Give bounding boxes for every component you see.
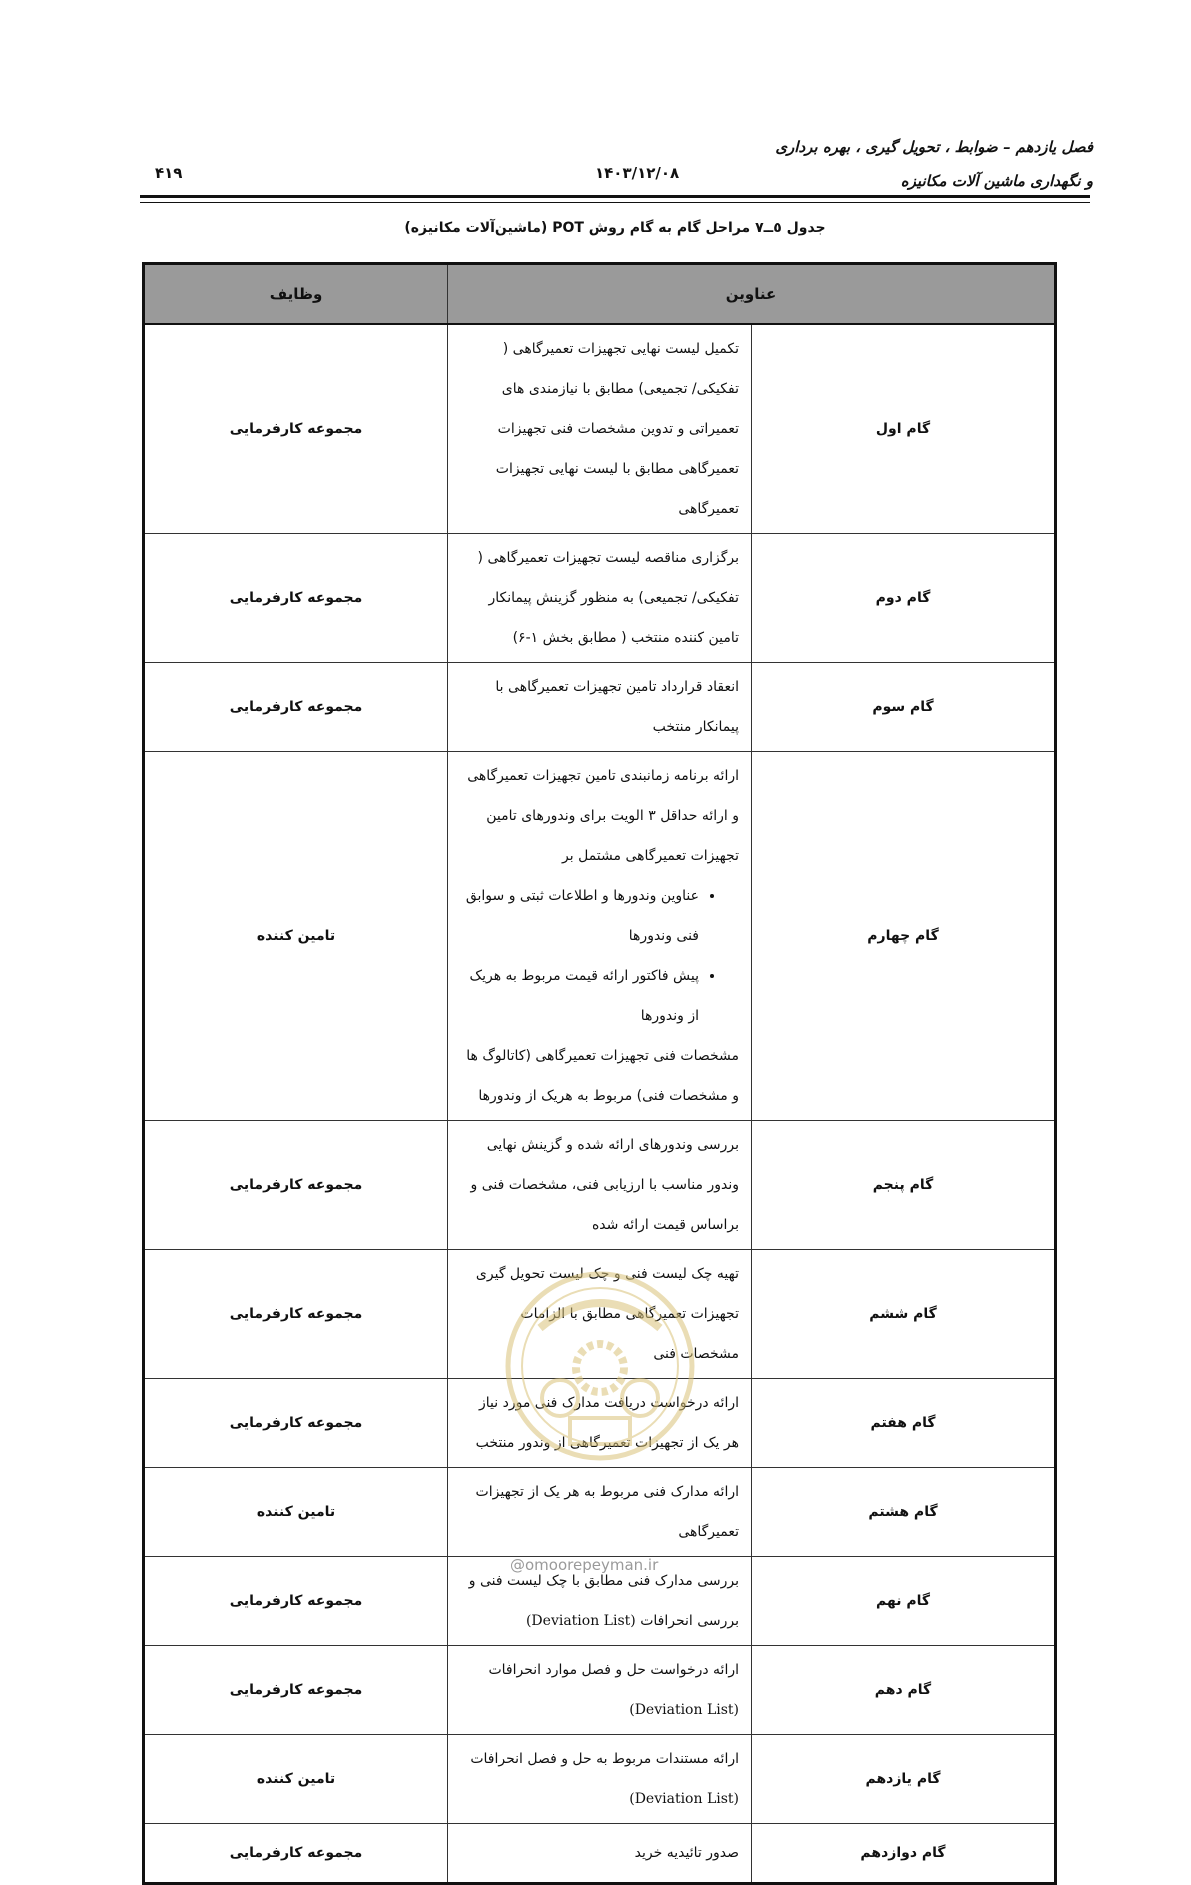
table-row [144,663,1056,752]
step-label: گام دهم [752,1646,1056,1735]
chapter-title-line1: فصل یازدهم – ضوابط ، تحویل گیری ، بهره برداری [775,138,1093,156]
responsible-party: مجموعه کارفرمایی [144,663,448,752]
step-label: گام ششم [752,1250,1056,1379]
table-row [144,534,1056,663]
chapter-title-line2: و نگهداری ماشین آلات مکانیزه [900,172,1093,190]
step-outro: مشخصات فنی تجهیزات تعمیرگاهی (کاتالوگ ها و مشخصات فنی) مربوط به هریک از وندورها [466,1048,739,1104]
step-label: گام چهارم [752,752,1056,1121]
step-description: ارائه مدارک فنی مربوط به هر یک از تجهیزات تعمیرگاهی [448,1468,752,1557]
responsible-party: مجموعه کارفرمایی [144,534,448,663]
watermark-seal-icon [500,1258,700,1488]
responsible-party: تامین کننده [144,1468,448,1557]
header-rule-thin [140,202,1090,203]
responsible-party: مجموعه کارفرمایی [144,1379,448,1468]
step-label: گام یازدهم [752,1735,1056,1824]
step-description: انعقاد قرارداد تامین تجهیزات تعمیرگاهی با پیمانکار منتخب [448,663,752,752]
step-label: گام پنجم [752,1121,1056,1250]
table-row [144,1735,1056,1824]
table-header-row [144,264,1056,325]
table-row [144,1646,1056,1735]
deviation-list-term: (Deviation List) [629,1702,739,1718]
table-row [144,752,1056,1121]
responsible-party: تامین کننده [144,752,448,1121]
step-intro: ارائه برنامه زمانبندی تامین تجهیزات تعمیرگاهی و ارائه حداقل ۳ الویت برای وندورهای تامین تجهیزات تعمیرگاهی مشتمل بر [467,768,739,864]
step-description: ارائه درخواست دریافت مدارک فنی مورد نیاز هر یک از تجهیزات تعمیرگاهی از وندور منتخب [448,1379,752,1468]
table-caption: جدول ٥ــ۷ مراحل گام به گام روش POT (ماشین‌آلات مکانیزه) [404,220,826,236]
responsible-party: تامین کننده [144,1735,448,1824]
deviation-list-term: (Deviation List) [525,1613,636,1629]
deviation-list-term: (Deviation List) [629,1791,739,1807]
step-label: گام نهم [752,1557,1056,1646]
pot-steps-table [142,262,1057,1885]
responsible-party: مجموعه کارفرمایی [144,1557,448,1646]
step-text: ارائه درخواست حل و فصل موارد انحرافات [488,1662,739,1678]
table-row [144,1121,1056,1250]
responsible-party: مجموعه کارفرمایی [144,1824,448,1884]
step-label: گام هشتم [752,1468,1056,1557]
step-description [448,1646,752,1735]
responsible-party: مجموعه کارفرمایی [144,1646,448,1735]
responsible-party: مجموعه کارفرمایی [144,1250,448,1379]
responsible-party: مجموعه کارفرمایی [144,324,448,534]
bullet-item: • پیش فاکتور ارائه قیمت مربوط به هریک از وندورها [462,956,699,1036]
step-description: برگزاری مناقصه لیست تجهیزات تعمیرگاهی ( تفکیکی/ تجمیعی) به منظور گزینش پیمانکار تامین کننده منتخب ( مطابق بخش ۱-۶) [448,534,752,663]
header-titles: عناوین [448,264,1056,325]
step-description: صدور تائیدیه خرید [448,1824,752,1884]
bullet-list [462,876,739,1036]
header-date: ۱۴۰۳/۱۲/۰۸ [595,164,680,182]
watermark-site: @omoorepeyman.ir [510,1556,659,1574]
step-label: گام هفتم [752,1379,1056,1468]
step-text: بررسی مدارک فنی مطابق با چک لیست فنی و بررسی انحرافات [468,1573,739,1629]
step-label: گام اول [752,324,1056,534]
responsible-party: مجموعه کارفرمایی [144,1121,448,1250]
page-number: ۴۱۹ [155,164,183,182]
step-description [448,752,752,1121]
step-description: تهیه چک لیست فنی و چک لیست تحویل گیری تجهیزات تعمیرگاهی مطابق با الزامات مشخصات فنی [448,1250,752,1379]
table-row [144,1824,1056,1884]
step-label: گام دوازدهم [752,1824,1056,1884]
header-duties: وظایف [144,264,448,325]
step-description: بررسی وندورهای ارائه شده و گزینش نهایی وندور مناسب با ارزیابی فنی، مشخصات فنی و براساس قیمت ارائه شده [448,1121,752,1250]
header-rule [140,195,1090,198]
step-description [448,1735,752,1824]
step-text: ارائه مستندات مربوط به حل و فصل انحرافات [470,1751,739,1767]
step-description: تکمیل لیست نهایی تجهیزات تعمیرگاهی ( تفکیکی/ تجمیعی) مطابق با نیازمندی های تعمیراتی و تدوین مشخصات فنی تجهیزات تعمیرگاهی مطابق با لیست نهایی تجهیزات تعمیرگاهی [448,324,752,534]
step-label: گام سوم [752,663,1056,752]
bullet-item: • عناوین وندورها و اطلاعات ثبتی و سوابق فنی وندورها [462,876,699,956]
table-row [144,324,1056,534]
step-label: گام دوم [752,534,1056,663]
